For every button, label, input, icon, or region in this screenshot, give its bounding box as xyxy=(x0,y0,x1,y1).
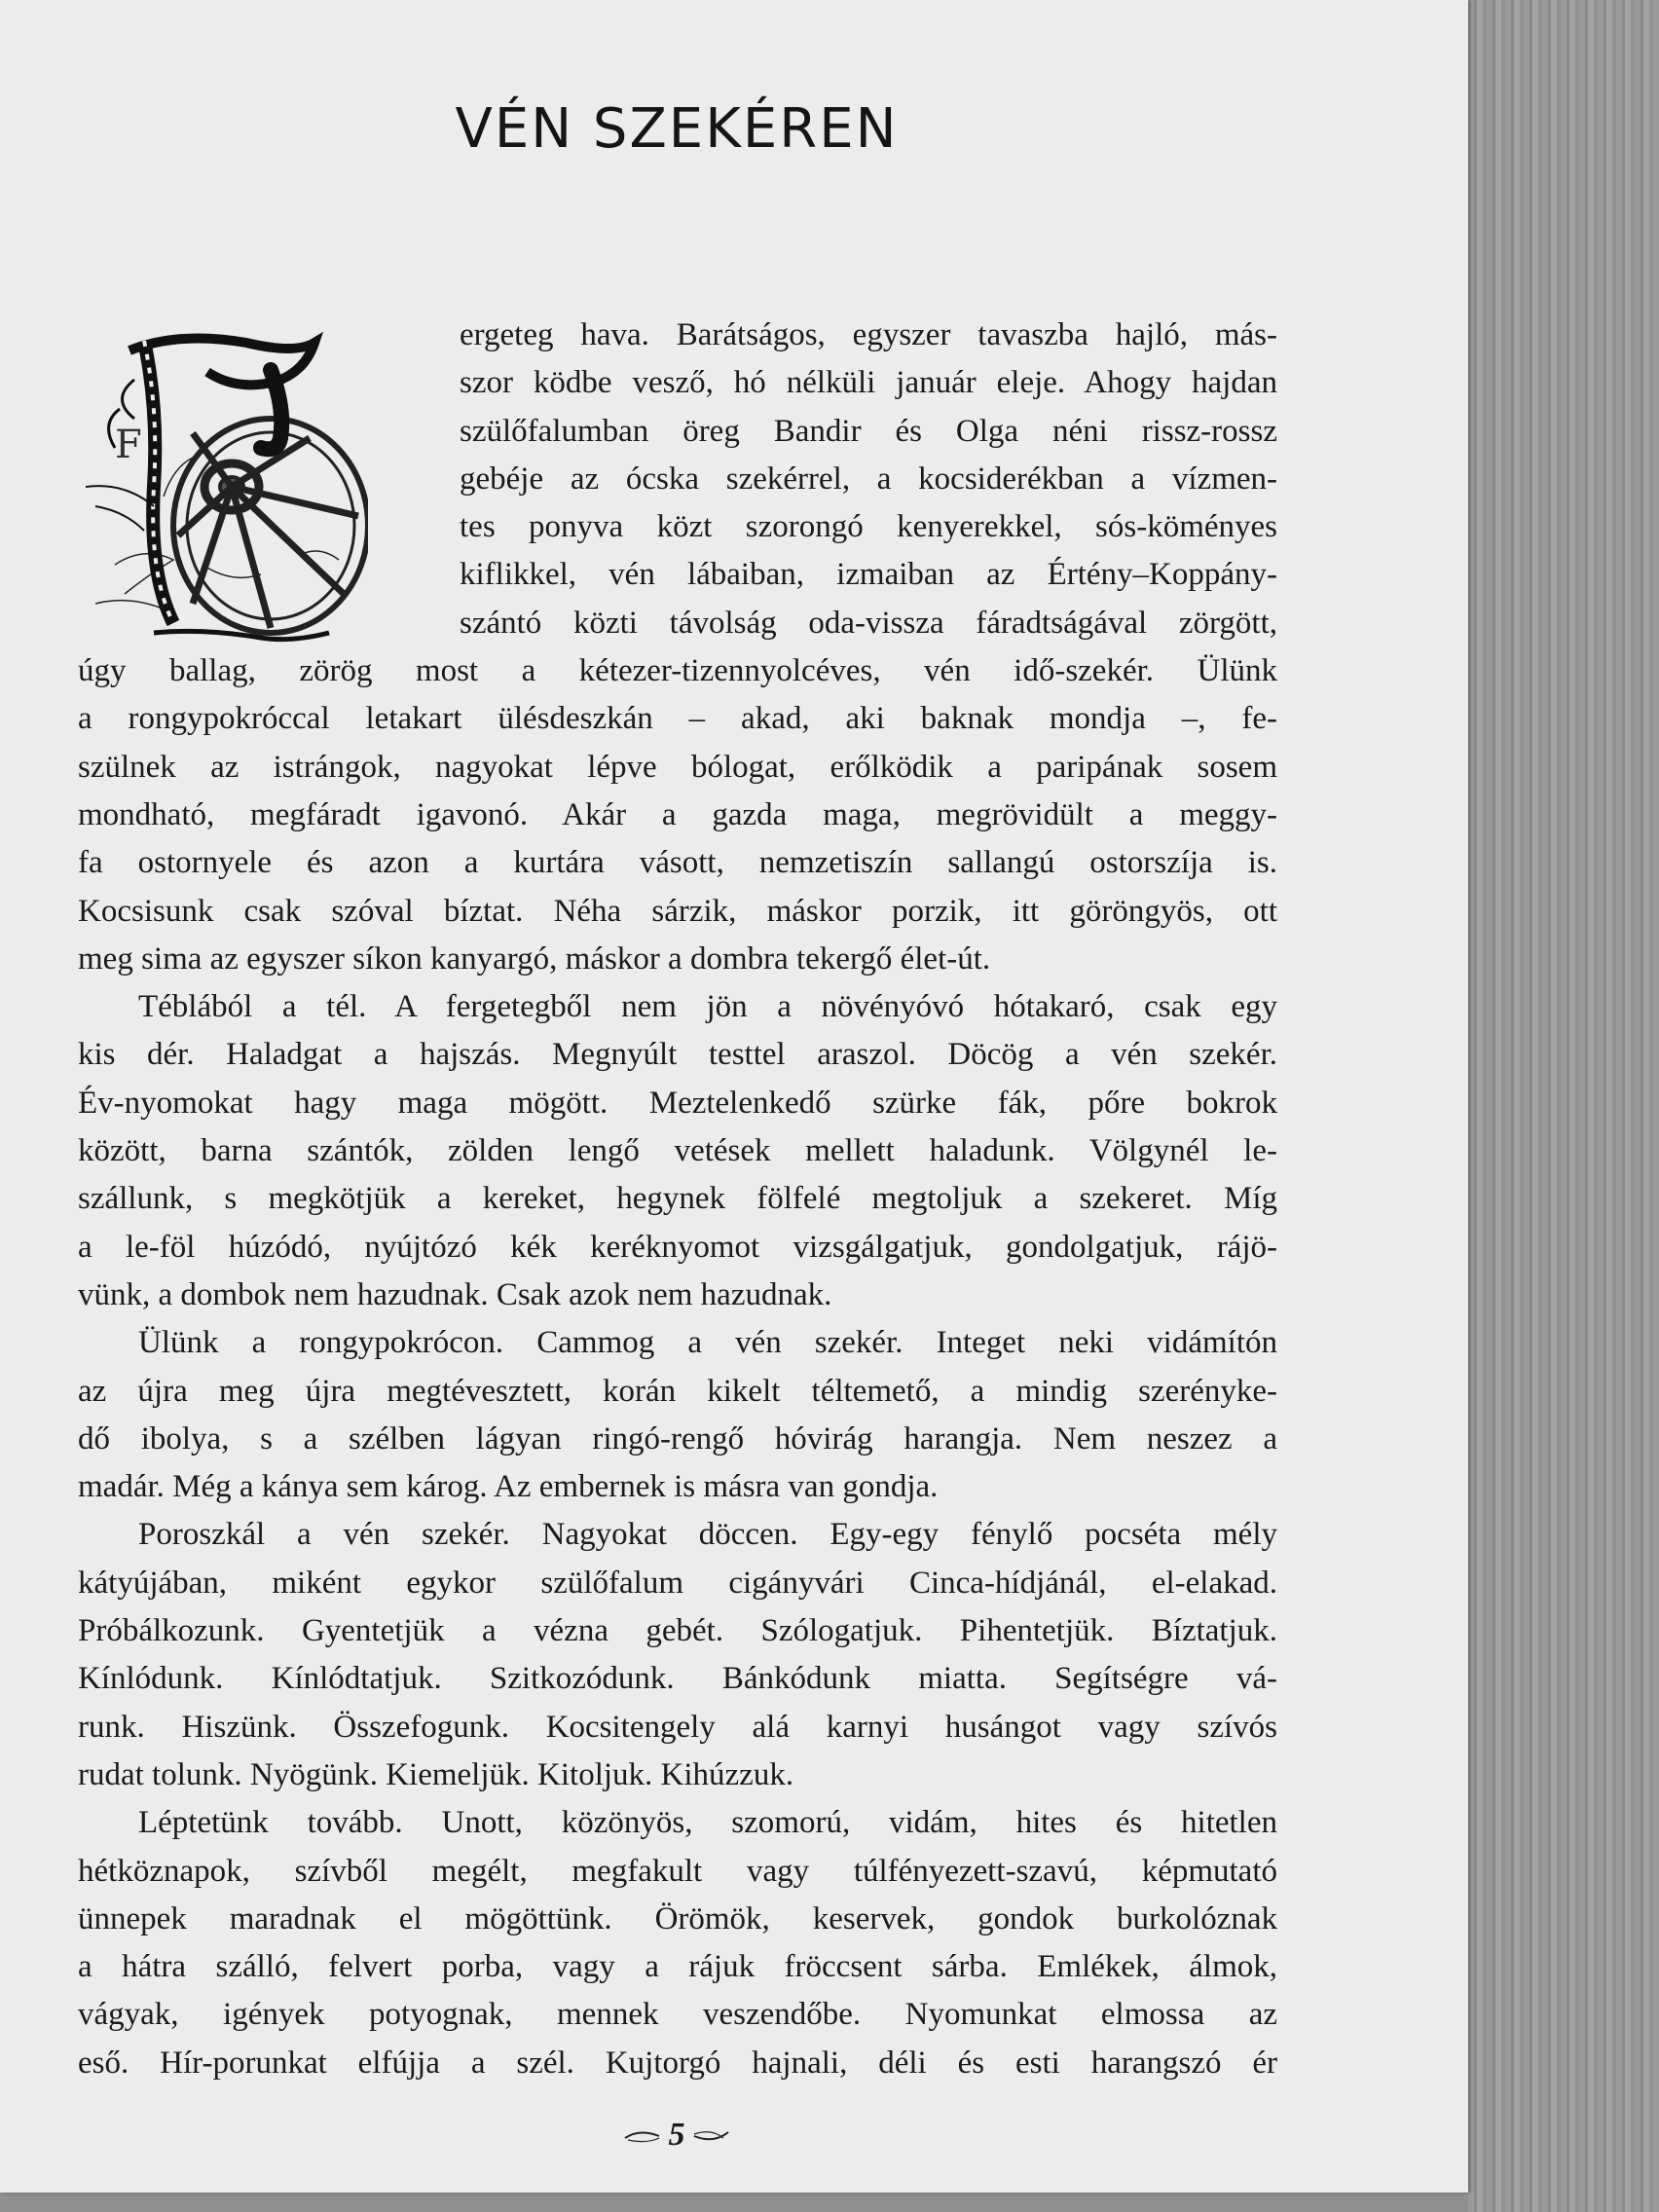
text-line: ünnepek maradnak el mögöttünk. Örömök, keservek, gondok burkolóznak xyxy=(78,1900,1277,1936)
text-line: Kínlódunk. Kínlódtatjuk. Szitkozódunk. Bánkódunk miatta. Segítségre vá- xyxy=(78,1661,1277,1697)
text-line: szor ködbe vesző, hó nélküli január eleje. Ahogy hajdan xyxy=(460,365,1277,401)
text-line: szülőfalumban öreg Bandir és Olga néni rissz-rossz xyxy=(460,413,1277,449)
text-line: gebéje az ócska szekérrel, a kocsiderékban a vízmen- xyxy=(460,461,1277,497)
text-line: Téblából a tél. A fergetegből nem jön a növényóvó hótakaró, csak egy xyxy=(138,989,1277,1025)
text-line: kiflikkel, vén lábaiban, izmaiban az Értény–Koppány- xyxy=(460,557,1277,593)
text-line: mondható, megfáradt igavonó. Akár a gazda maga, megrövidült a meggy- xyxy=(78,796,1277,832)
text-line: úgy ballag, zörög most a kétezer-tizennyolcéves, vén idő-szekér. Ülünk xyxy=(78,653,1277,689)
text-line: vünk, a dombok nem hazudnak. Csak azok nem hazudnak. xyxy=(78,1276,832,1312)
text-line: tes ponyva közt szorongó kenyerekkel, sós-köményes xyxy=(460,509,1277,545)
text-line: Poroszkál a vén szekér. Nagyokat döccen. Egy-egy fénylő pocséta mély xyxy=(138,1517,1277,1553)
page-number: 5 xyxy=(668,2117,685,2153)
text-line: fa ostornyele és azon a kurtára vásott, nemzetiszín sallangú ostorszíja is. xyxy=(78,845,1277,881)
background-surface xyxy=(1468,0,1659,2212)
text-line: vágyak, igények potyognak, mennek veszendőbe. Nyomunkat elmossa az xyxy=(78,1997,1277,2033)
text-line: madár. Még a kánya sem károg. Az embernek is másra van gondja. xyxy=(78,1469,939,1505)
chapter-title: VÉN SZEKÉREN xyxy=(455,97,899,161)
text-line: a hátra szálló, felvert porba, vagy a rájuk fröccsent sárba. Emlékek, álmok, xyxy=(78,1949,1277,1985)
text-line: szállunk, s megkötjük a kereket, hegynek fölfelé megtoljuk a szekeret. Míg xyxy=(78,1181,1277,1217)
page-number-ornament xyxy=(623,2115,730,2154)
text-line: Próbálkozunk. Gyentetjük a vézna gebét. Szólogatjuk. Pihentetjük. Bíztatjuk. xyxy=(78,1613,1277,1649)
text-line: Év-nyomokat hagy maga mögött. Meztelenkedő szürke fák, pőre bokrok xyxy=(78,1085,1277,1121)
text-line: dő ibolya, s a szélben lágyan ringó-rengő hóvirág harangja. Nem neszez a xyxy=(78,1420,1277,1456)
text-line: meg sima az egyszer síkon kanyargó, máskor a dombra tekergő élet-út. xyxy=(78,940,991,977)
body-text xyxy=(78,312,1277,2087)
text-line: kis dér. Haladgat a hajszás. Megnyúlt testtel araszol. Döcög a vén szekér. xyxy=(78,1037,1277,1073)
text-line: a rongypokróccal letakart ülésdeszkán – akad, aki baknak mondja –, fe- xyxy=(78,701,1277,737)
text-line: az újra meg újra megtévesztett, korán kikelt téltemető, a mindig szerényke- xyxy=(78,1373,1277,1409)
text-line: Kocsisunk csak szóval bíztat. Néha sárzik, máskor porzik, itt göröngyös, ott xyxy=(78,893,1277,929)
text-line: szántó közti távolság oda-vissza fáradtságával zörgött, xyxy=(460,605,1277,641)
text-line: eső. Hír-porunkat elfújja a szél. Kujtorgó hajnali, déli és esti harangszó ér xyxy=(78,2045,1277,2081)
text-line: kátyújában, miként egykor szülőfalum cigányvári Cinca-hídjánál, el-elakad. xyxy=(78,1565,1277,1601)
text-line: ergeteg hava. Barátságos, egyszer tavaszba hajló, más- xyxy=(460,317,1277,352)
text-line: rudat tolunk. Nyögünk. Kiemeljük. Kitoljuk. Kihúzzuk. xyxy=(78,1756,794,1792)
text-line: runk. Hiszünk. Összefogunk. Kocsitengely alá karnyi husángot vagy szívós xyxy=(78,1709,1277,1745)
text-line: a le-föl húzódó, nyújtózó kék keréknyomot vizsgálgatjuk, gondolgatjuk, rájö- xyxy=(78,1229,1277,1265)
text-line: Ülünk a rongypokrócon. Cammog a vén szekér. Integet neki vidámítón xyxy=(138,1325,1277,1361)
text-line: között, barna szántók, zölden lengő vetések mellett haladunk. Völgynél le- xyxy=(78,1133,1277,1169)
text-line: szülnek az istrángok, nagyokat lépve bólogat, erőlködik a paripának sosem xyxy=(78,749,1277,785)
text-line: Léptetünk tovább. Unott, közönyös, szomorú, vidám, hites és hitetlen xyxy=(138,1805,1277,1841)
dropcap-letter: F xyxy=(115,423,142,467)
text-line: hétköznapok, szívből megélt, megfakult vagy túlfényezett-szavú, képmutató xyxy=(78,1853,1277,1889)
